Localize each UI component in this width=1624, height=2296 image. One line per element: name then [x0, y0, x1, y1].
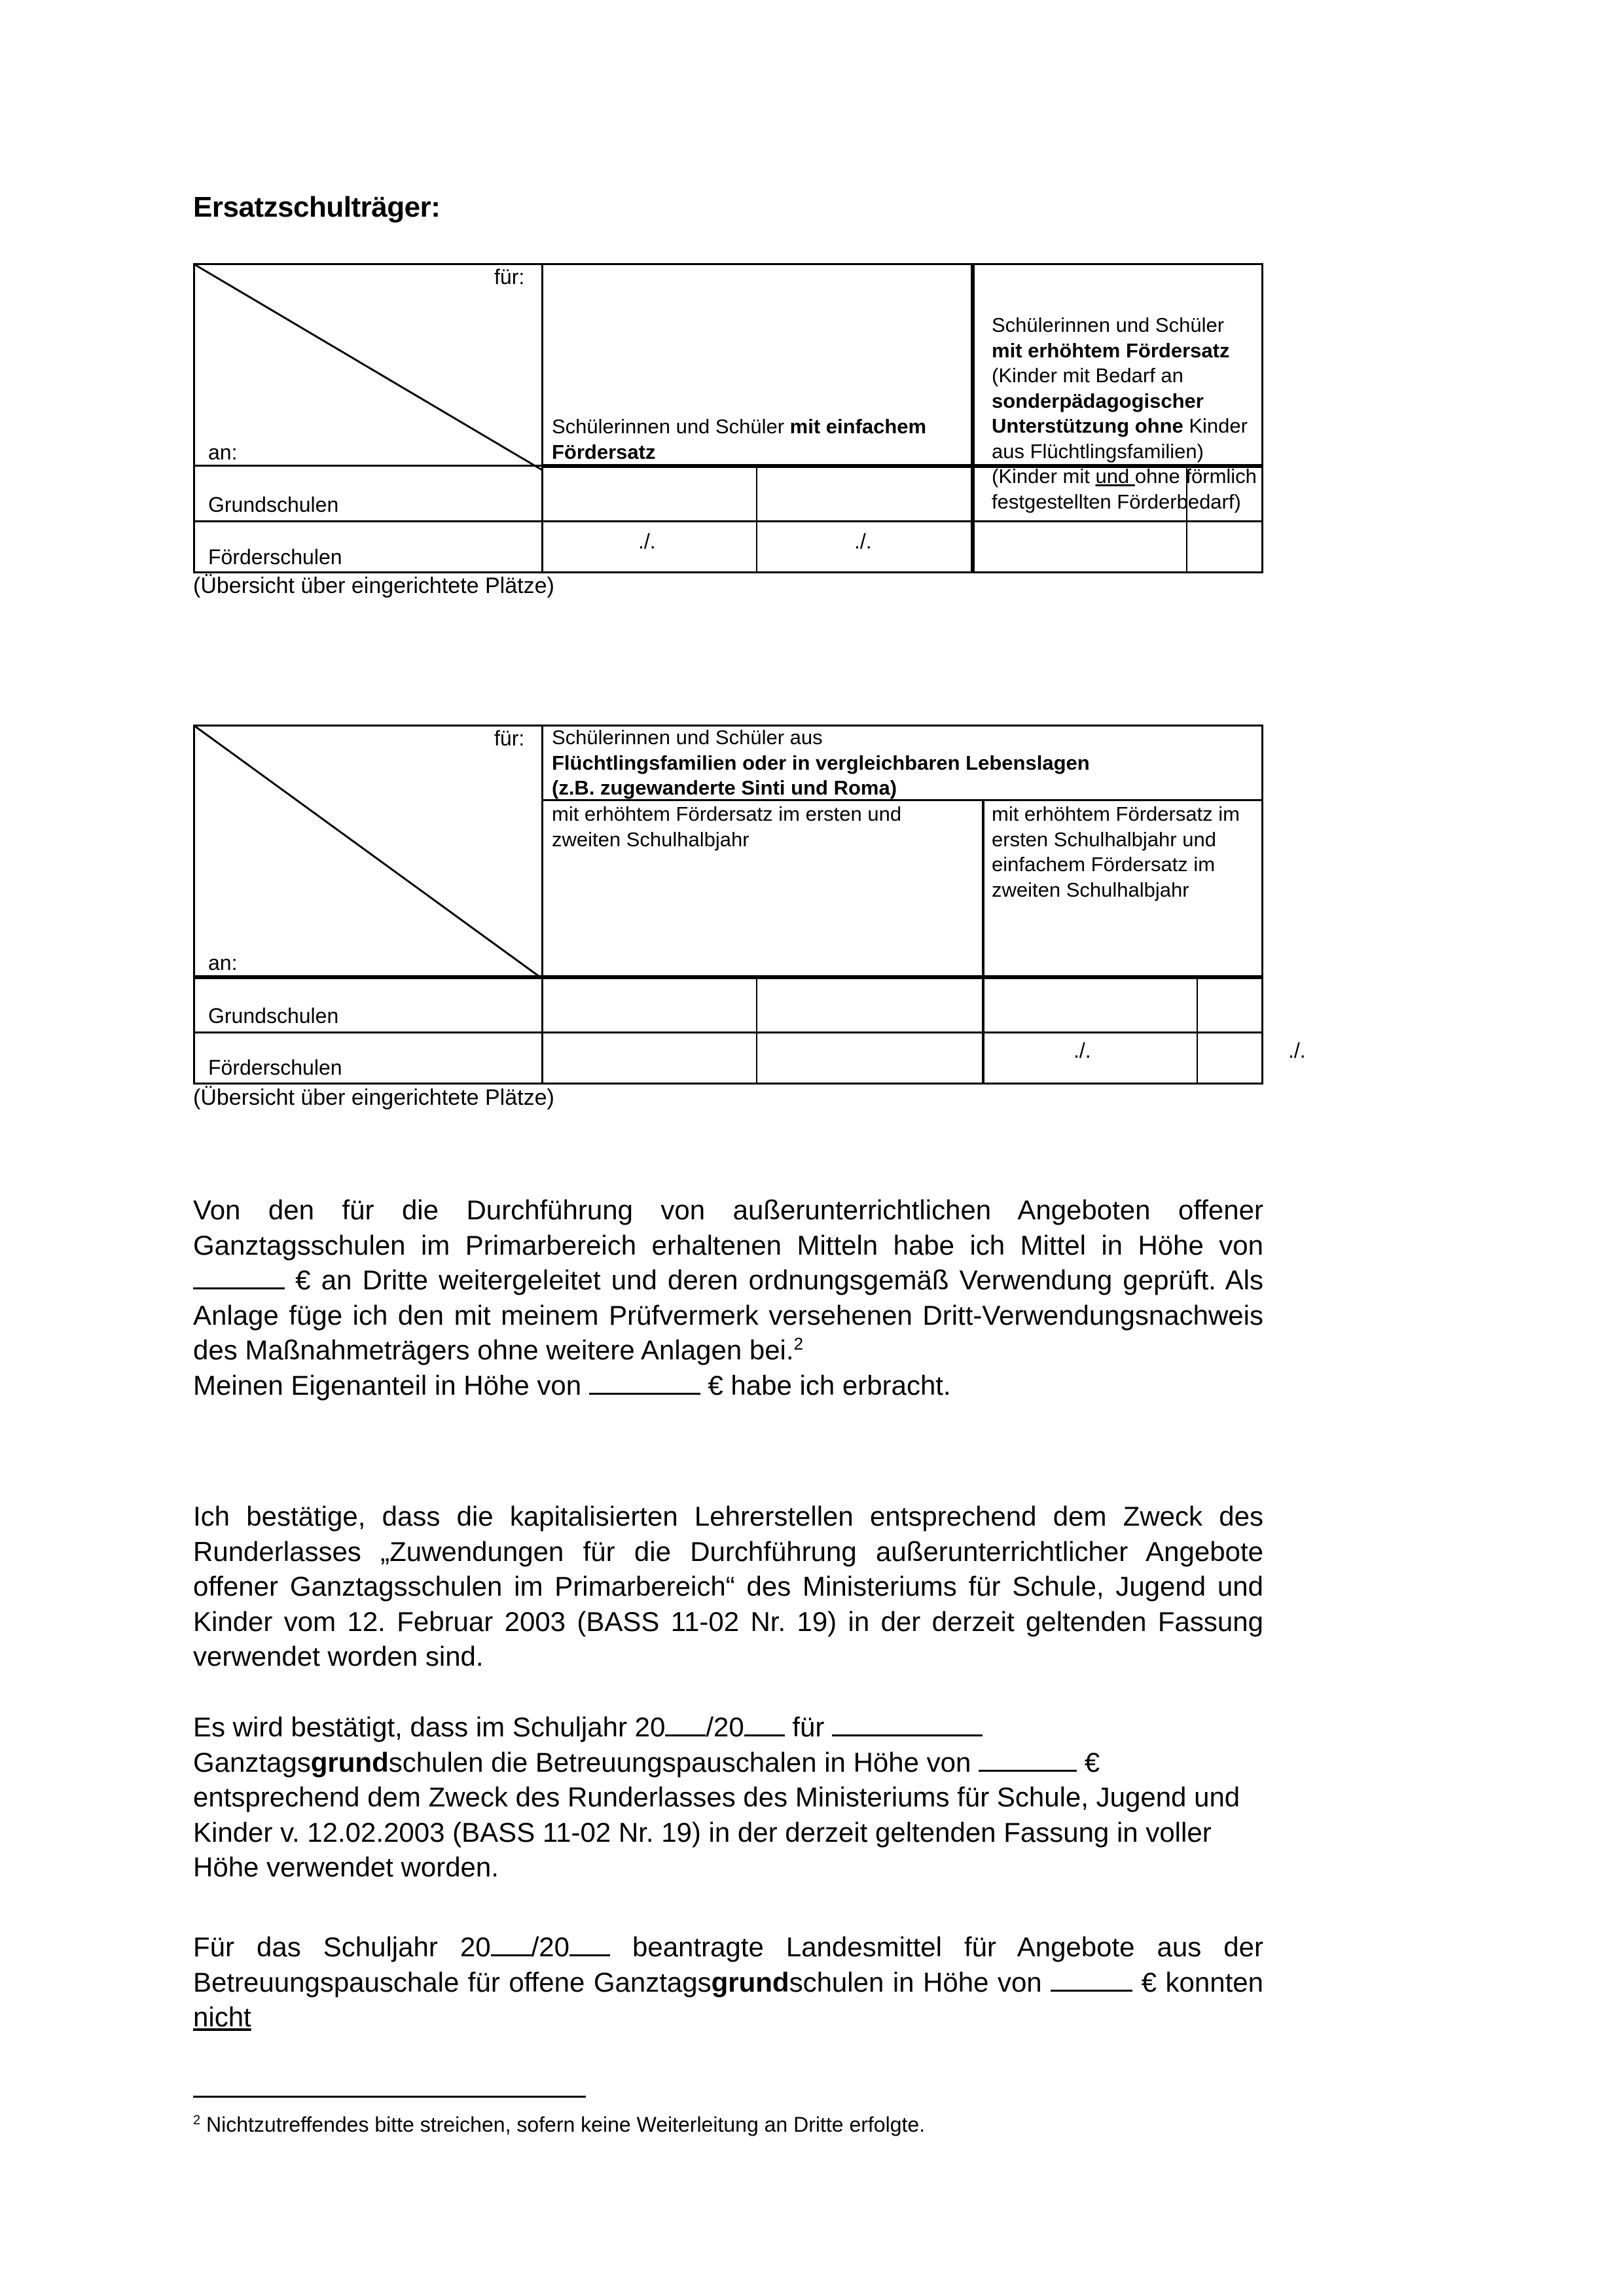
schuljahr-end-field[interactable] [744, 1711, 785, 1736]
table2-cell-grund-4[interactable] [1198, 979, 1261, 1031]
diagonal-divider-icon [193, 725, 543, 980]
paragraph-lehrerstellen: Ich bestätige, dass die kapitalisierten Lehrerstellen entsprechend dem Zweck des Runderlasses „Zuwendungen für die Durchführung außerunterrichtlicher Angebote offener Ganztagsschulen im Primarbereich“ des Ministeriums für Schule, Jugend und Kinder vom 12. Februar 2003 (BASS 11-02 Nr. 19) in der derzeit geltenden Fassung verwendet worden sind. [193, 1501, 1263, 1672]
table1-cell-grund-1[interactable] [543, 467, 756, 520]
paragraph-eigenanteil: Meinen Eigenanteil in Höhe von € habe ich erbracht. [193, 1370, 951, 1401]
table2-cell-foerder-3: ./. [1074, 1039, 1091, 1062]
paragraph-betreuungspauschalen: Es wird bestätigt, dass im Schuljahr 20 /20 für Ganztagsgrundschulen die Betreuungspauschalen in Höhe von € entsprechend dem Zweck des Runderlasses des Ministeriums für Schule, Jugend und Kinder v. 12.02.2003 (BASS 11-02 Nr. 19) in der derzeit geltenden Fassung in voller Höhe verwendet worden. [193, 1712, 1240, 1882]
betreuungspauschale-amount-field[interactable] [979, 1746, 1077, 1772]
table1-cell-foerder-4[interactable] [1187, 522, 1261, 571]
section-heading: Ersatzschulträger: [193, 191, 441, 223]
group-header-fluechtlingsfamilien: Schülerinnen und Schüler aus Flüchtlingsfamilien oder in vergleichbaren Lebenslagen (z.B. zugewanderte Sinti und Roma) [552, 726, 1090, 799]
table1-cell-foerder-2: ./. [854, 529, 872, 553]
column-header-erhoehter-foerdersatz: Schülerinnen und Schüler mit erhöhtem Fördersatz (Kinder mit Bedarf an sonderpädagogischer Unterstützung ohne Kinder aus Flüchtlingsfamilien) (Kinder mit und ohne förmlich festgestellten Förderbedarf) [992, 314, 1257, 513]
table2-cell-grund-2[interactable] [757, 979, 982, 1031]
table2-cell-grund-3[interactable] [984, 979, 1197, 1031]
table2-cell-foerder-1[interactable] [543, 1033, 756, 1083]
paragraph-landesmittel: Für das Schuljahr 20 /20 beantragte Landesmittel für Angebote aus der Betreuungspauschale für offene Ganztagsgrundschulen in Höhe von € konnten nicht [193, 1931, 1263, 2032]
table1-cell-grund-4[interactable] [1187, 467, 1261, 520]
corner-label-an: an: [208, 951, 238, 975]
row-label-foerderschulen: Förderschulen [208, 545, 342, 569]
diagonal-divider-icon [193, 263, 543, 471]
row-label-grundschulen: Grundschulen [208, 1004, 339, 1028]
schuljahr-start-field[interactable] [665, 1711, 706, 1736]
table1-cell-grund-3[interactable] [975, 467, 1186, 520]
footnote-ref: 2 [793, 1334, 804, 1354]
amount-dritte-field[interactable] [193, 1264, 285, 1289]
table1-cell-grund-2[interactable] [757, 467, 971, 520]
row-label-grundschulen: Grundschulen [208, 493, 339, 516]
table1-caption: (Übersicht über eingerichtete Plätze) [193, 573, 554, 598]
column-header-einfacher-foerdersatz: Schülerinnen und Schüler mit einfachem Fördersatz [552, 415, 927, 463]
eigenanteil-amount-field[interactable] [589, 1369, 700, 1395]
table2-cell-grund-1[interactable] [543, 979, 756, 1031]
table1-cell-foerder-1: ./. [638, 529, 656, 553]
paragraph-weiterleitung: Von den für die Durchführung von außerunterrichtlichen Angeboten offener Ganztagsschulen im Primarbereich erhaltenen Mitteln habe ich Mittel in Höhe von € an Dritte weitergeleitet und deren ordnungsgemäß Verwendung geprüft. Als Anlage füge ich den mit meinem Prüfvermerk versehenen Dritt-Verwendungsnachweis des Maßnahmeträgers ohne weitere Anlagen bei.$^2$ [193, 1194, 1263, 1365]
sub-header-erhoeht-erstes-halbjahr: mit erhöhtem Fördersatz im ersten Schulhalbjahr und einfachem Fördersatz im zweiten Schulhalbjahr [992, 802, 1240, 901]
footnote-separator [193, 2096, 586, 2098]
anzahl-schulen-field[interactable] [832, 1711, 983, 1736]
corner-label-fuer: für: [494, 726, 525, 750]
table2-cell-foerder-4-value: ./. [1288, 1039, 1306, 1062]
table2-caption: (Übersicht über eingerichtete Plätze) [193, 1085, 554, 1110]
table1-cell-foerder-3[interactable] [975, 522, 1186, 571]
schuljahr-end-field[interactable] [569, 1931, 610, 1956]
table2-cell-foerder-2[interactable] [757, 1033, 982, 1083]
corner-label-fuer: für: [494, 265, 525, 289]
footnote: $^2$ Nichtzutreffendes bitte streichen, sofern keine Weiterleitung an Dritte erfolgte. [193, 2113, 926, 2136]
sub-header-erhoeht-beide-halbjahre: mit erhöhtem Fördersatz im ersten und zweiten Schulhalbjahr [552, 802, 902, 851]
schuljahr-start-field[interactable] [491, 1931, 532, 1956]
row-label-foerderschulen: Förderschulen [208, 1056, 342, 1079]
landesmittel-amount-field[interactable] [1051, 1966, 1132, 1992]
corner-label-an: an: [208, 440, 238, 464]
